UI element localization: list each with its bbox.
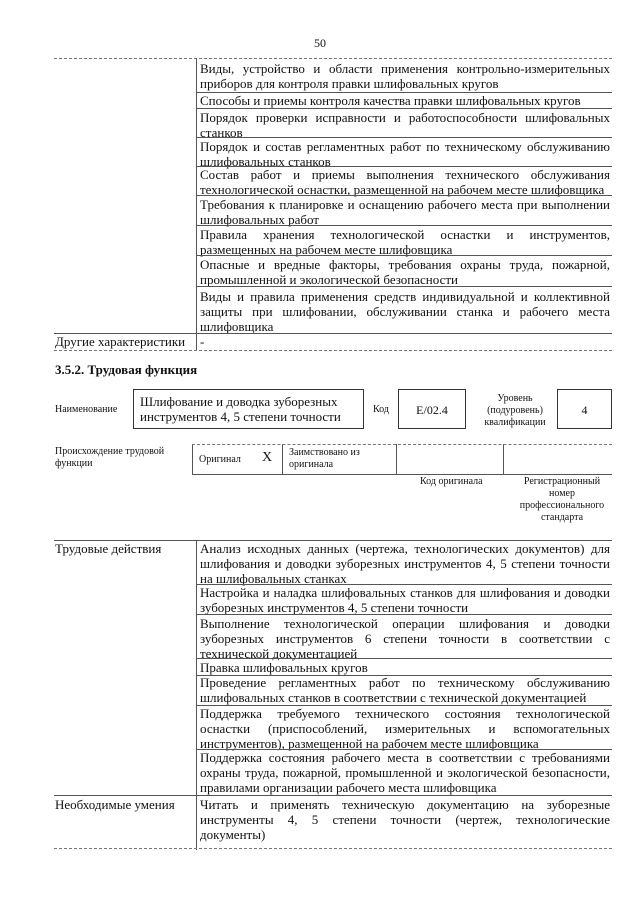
code-value: E/02.4 — [416, 403, 448, 417]
level-value: 4 — [581, 403, 588, 417]
table-row: Выполнение технологической операции шлифования и доводки зуборезных инструментов 6 степени точности в соответствии с технической документацией — [200, 616, 610, 661]
name-label: Наименование — [55, 404, 118, 415]
table-row: Проведение регламентных работ по техническому обслуживанию шлифовальных станков в соответствии с технической документацией — [200, 675, 610, 705]
borrowed-label: Заимствовано из оригинала — [289, 447, 360, 470]
function-name-box — [133, 389, 364, 429]
code-original-label: Код оригинала — [420, 476, 483, 487]
table-row: Анализ исходных данных (чертежа, технологических документов) для шлифования и доводки зуборезных инструментов 4, 5 степени точности на шлифовальных станках — [200, 541, 610, 586]
code-label: Код — [373, 404, 389, 415]
table-row: Правка шлифовальных кругов — [200, 660, 368, 675]
table-row: Настройка и наладка шлифовальных станков для шлифования и доводки зуборезных инструментов 4, 5 степени точности — [200, 585, 610, 615]
section-title: 3.5.2. Трудовая функция — [55, 362, 198, 377]
origin-label: Происхождение трудовой функции — [55, 446, 165, 469]
level-label: Уровень (подуровень) квалификации — [484, 393, 546, 428]
other-characteristics-label: Другие характеристики — [55, 334, 186, 349]
table-row: Опасные и вредные факторы, требования охраны труда, пожарной, промышленной и экологической безопасности — [200, 257, 610, 287]
original-label: Оригинал — [199, 454, 241, 465]
table-row: Порядок и состав регламентных работ по техническому обслуживанию шлифовальных станков — [200, 139, 610, 169]
table-row: Читать и применять техническую документацию на зуборезные инструменты 4, 5 степени точности (чертеж, технологические документы) — [200, 797, 610, 842]
original-mark: X — [262, 450, 273, 465]
page-number: 50 — [314, 36, 326, 50]
table-row: Поддержка состояния рабочего места в соответствии с требованиями охраны труда, пожарной, промышленной и экологической безопасности, правилами организации рабочего места шлифовщика — [200, 750, 610, 795]
table-row: Виды и правила применения средств индивидуальной и коллективной защиты при шлифовании, обслуживании станка и рабочего места шлифовщика — [200, 289, 610, 334]
reg-number-label: Регистрационный номер профессионального стандарта — [519, 476, 605, 523]
table-row: Виды, устройство и области применения контрольно-измерительных приборов для контроля правки шлифовальных кругов — [200, 61, 610, 91]
level-box — [557, 389, 612, 429]
table-row: Способы и приемы контроля качества правки шлифовальных кругов — [200, 93, 581, 108]
other-characteristics-value: - — [200, 334, 205, 349]
table-row: Порядок проверки исправности и работоспособности шлифовальных станков — [200, 110, 610, 140]
table-row: Состав работ и приемы выполнения технического обслуживания технологической оснастки, размещенной на рабочем месте шлифовщика — [200, 167, 610, 197]
table-row: Правила хранения технологической оснастки и инструментов, размещенных на рабочем месте шлифовщика — [200, 227, 610, 257]
table-row: Требования к планировке и оснащению рабочего места при выполнении шлифовальных работ — [200, 197, 610, 227]
actions-label: Трудовые действия — [55, 541, 162, 556]
code-box — [398, 389, 466, 429]
function-name-value: Шлифование и доводка зуборезных инструментов 4, 5 степени точности — [140, 394, 341, 424]
skills-label: Необходимые умения — [55, 797, 175, 812]
table-row: Поддержка требуемого технического состояния технологической оснастки (приспособлений, измерительных и вспомогательных инструментов), размещенной на рабочем месте шлифовщика — [200, 706, 610, 751]
